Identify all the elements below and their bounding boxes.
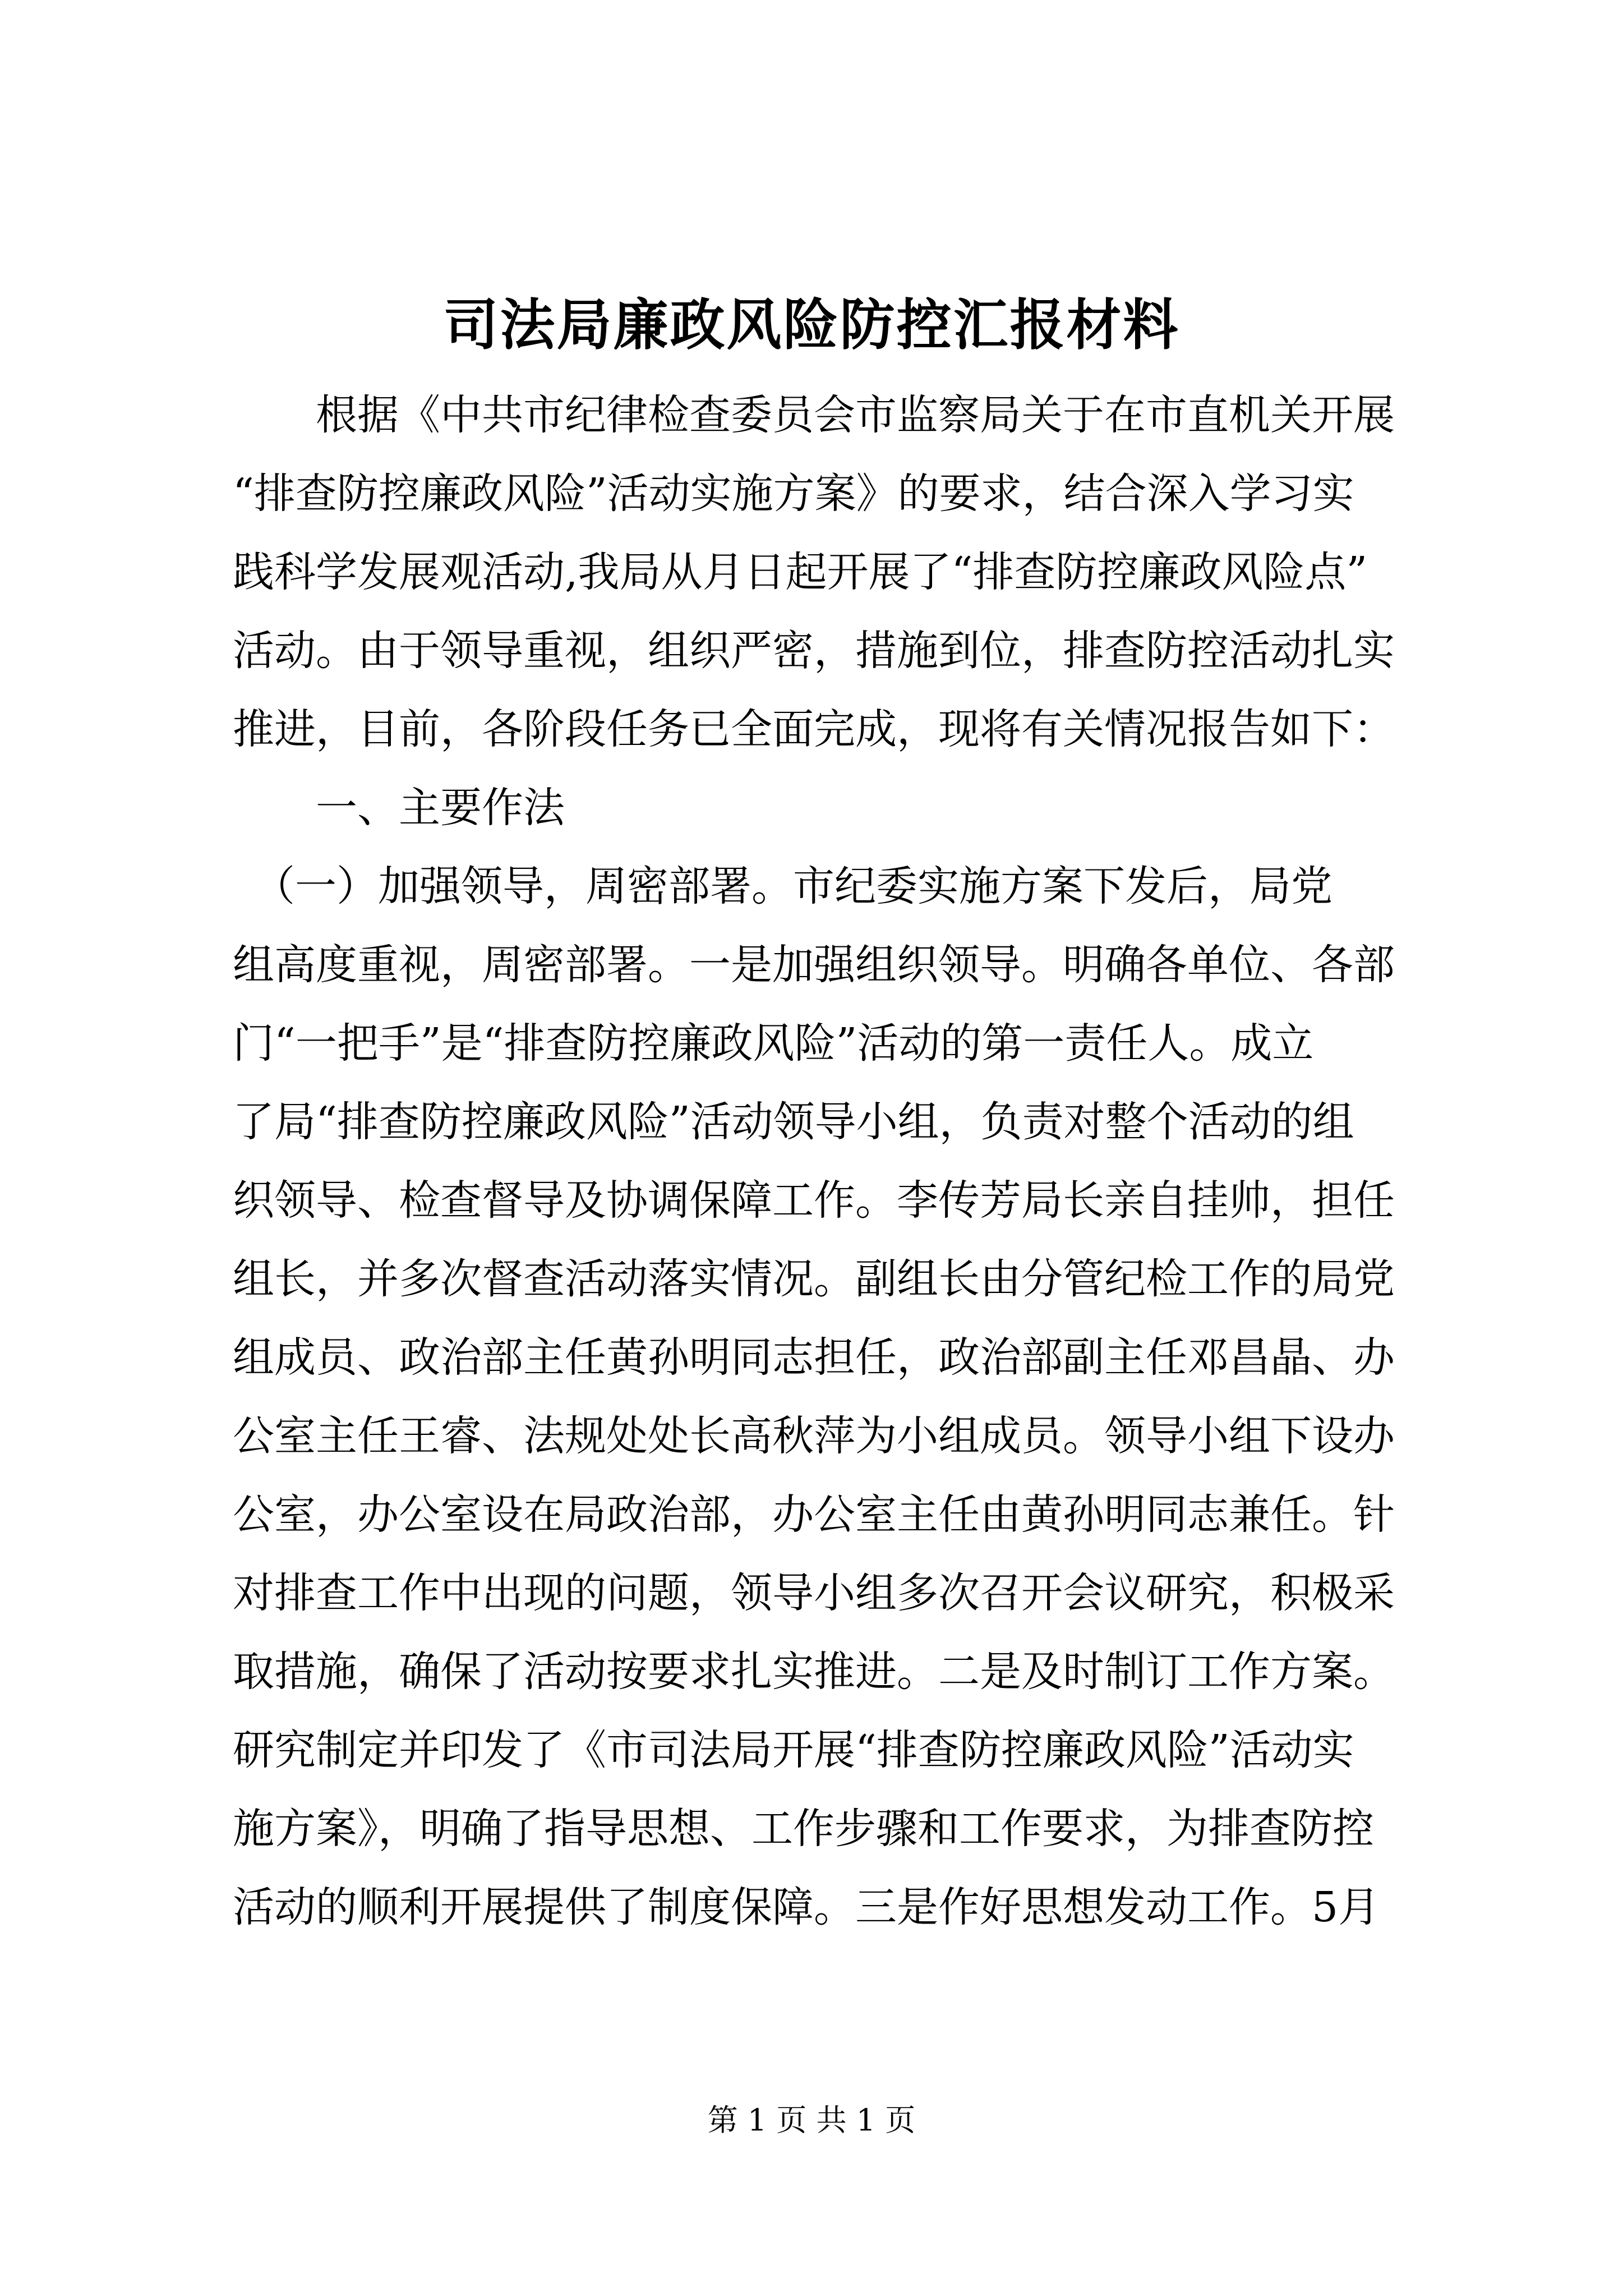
body-line: 公室，办公室设在局政治部，办公室主任由黄孙明同志兼任。针 bbox=[233, 1490, 1395, 1539]
body-line: 组成员、政治部主任黄孙明同志担任，政治部副主任邓昌晶、办 bbox=[233, 1333, 1395, 1382]
body-line: 组高度重视，周密部署。一是加强组织领导。明确各单位、各部 bbox=[233, 941, 1395, 989]
body-line: 取措施，确保了活动按要求扎实推进。二是及时制订工作方案。 bbox=[233, 1648, 1395, 1696]
body-line: 活动的顺利开展提供了制度保障。三是作好思想发动工作。5月 bbox=[233, 1883, 1380, 1931]
body-line: 推进，目前，各阶段任务已全面完成，现将有关情况报告如下： bbox=[233, 705, 1395, 753]
body-line: 了局“排查防控廉政风险”活动领导小组，负责对整个活动的组 bbox=[233, 1098, 1354, 1146]
section-heading: 一、主要作法 bbox=[233, 784, 565, 832]
body-line: 研究制定并印发了《市司法局开展“排查防控廉政风险”活动实 bbox=[233, 1726, 1354, 1774]
body-line: 组长，并多次督查活动落实情况。副组长由分管纪检工作的局党 bbox=[233, 1255, 1395, 1303]
body-line: 践科学发展观活动,我局从月日起开展了“排查防控廉政风险点” bbox=[233, 548, 1368, 596]
body-line: 对排查工作中出现的问题，领导小组多次召开会议研究，积极采 bbox=[233, 1569, 1395, 1617]
page-number-footer: 第 1 页 共 1 页 bbox=[707, 2102, 916, 2138]
body-line: 织领导、检查督导及协调保障工作。李传芳局长亲自挂帅，担任 bbox=[233, 1176, 1395, 1225]
body-line: （一）加强领导，周密部署。市纪委实施方案下发后，局党 bbox=[233, 862, 1332, 910]
body-line: “排查防控廉政风险”活动实施方案》的要求，结合深入学习实 bbox=[233, 470, 1354, 518]
body-line: 公室主任王睿、法规处处长高秋萍为小组成员。领导小组下设办 bbox=[233, 1412, 1395, 1460]
body-line: 根据《中共市纪律检查委员会市监察局关于在市直机关开展 bbox=[233, 391, 1395, 439]
body-line: 门“一把手”是“排查防控廉政风险”活动的第一责任人。成立 bbox=[233, 1019, 1314, 1068]
body-line: 施方案》，明确了指导思想、工作步骤和工作要求，为排查防控 bbox=[233, 1805, 1374, 1853]
body-line: 活动。由于领导重视，组织严密，措施到位，排查防控活动扎实 bbox=[233, 627, 1395, 675]
document-title: 司法局廉政风险防控汇报材料 bbox=[443, 293, 1180, 357]
